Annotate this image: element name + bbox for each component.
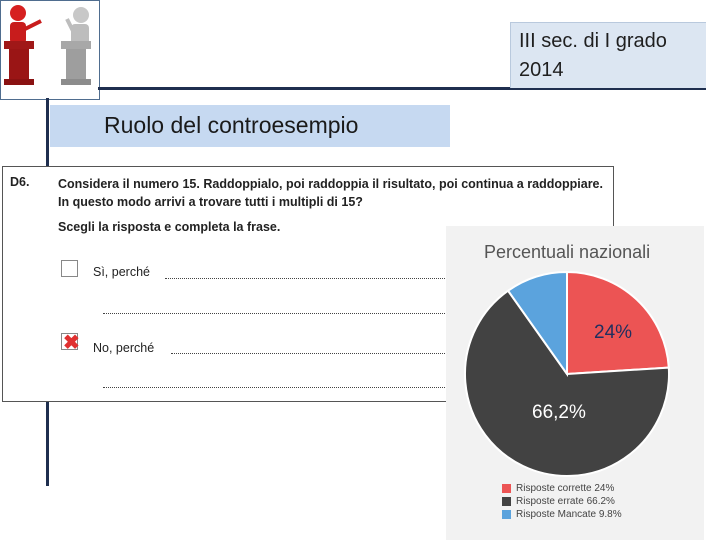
label-correct: 24% [594, 322, 633, 343]
question-instruction: Scegli la risposta e completa la frase. [58, 220, 281, 234]
checkbox-yes[interactable] [61, 260, 78, 277]
question-text: Considera il numero 15. Raddoppialo, poi raddoppia il risultato, poi continua a raddoppiare. In questo modo arrivi a trovare tutti i multipli di 15? [58, 177, 603, 209]
legend-swatch [502, 510, 511, 519]
grade-line-2: 2014 [519, 59, 564, 81]
legend-swatch [502, 484, 511, 493]
label-wrong: 66,2% [532, 402, 586, 423]
speakers-podium-icon [1, 1, 99, 99]
legend-item-correct [502, 482, 622, 495]
legend-item-missing [502, 508, 622, 521]
chart-panel [446, 226, 704, 540]
question-number: D6. [10, 175, 30, 189]
chart-legend [502, 482, 622, 521]
answer-line-yes-2[interactable] [103, 313, 447, 314]
legend-label: Risposte errate 66.2% [516, 496, 615, 507]
answer-line-no-1[interactable] [171, 353, 447, 354]
answer-line-yes-1[interactable] [165, 278, 447, 279]
cross-mark-icon: ✖ [63, 332, 80, 354]
legend-swatch [502, 497, 511, 506]
grade-line-1: III sec. di I grado [519, 30, 667, 52]
answer-line-no-2[interactable] [103, 387, 447, 388]
grade-label [510, 22, 706, 88]
chart-title: Percentuali nazionali [484, 242, 651, 262]
legend-item-wrong [502, 495, 622, 508]
legend-label: Risposte corrette 24% [516, 483, 615, 494]
section-title: Ruolo del controesempio [50, 105, 450, 147]
legend-label: Risposte Mancate 9.8% [516, 509, 622, 520]
option-no-label: No, perché [93, 341, 155, 355]
option-yes-label: Sì, perché [93, 265, 150, 279]
logo [0, 0, 100, 100]
